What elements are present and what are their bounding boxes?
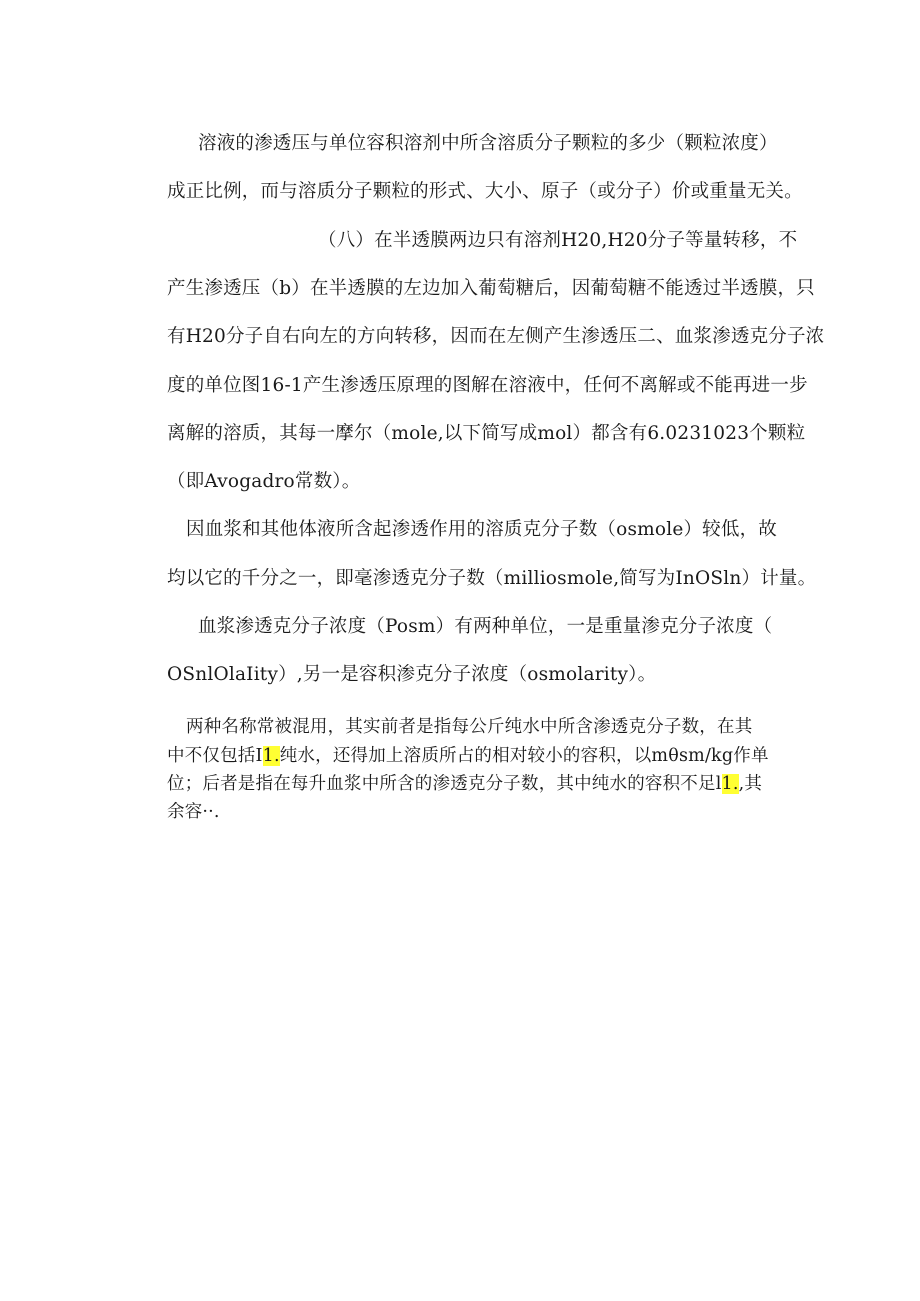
paragraph-5-line-3-text-b: ,其 xyxy=(738,774,763,794)
paragraph-1-line-1: 溶液的渗透压与单位容积溶剂中所含溶质分子颗粒的多少（颗粒浓度） xyxy=(198,133,778,154)
paragraph-5-line-1: 两种名称常被混用，其实前者是指每公斤纯水中所含渗透克分子数，在其 xyxy=(186,717,753,737)
paragraph-5-line-3 xyxy=(167,773,762,795)
paragraph-4-line-1: 血浆渗透克分子浓度（Posm）有两种单位，一是重量渗克分子浓度（ xyxy=(198,616,773,637)
paragraph-4-line-2: OSnlOlaIity）,另一是容积渗克分子浓度（osmolarity）。 xyxy=(167,664,657,685)
paragraph-2-line-6: （即Avogadro常数）。 xyxy=(167,471,361,492)
paragraph-5-line-2-text-b: 纯水，还得加上溶质所占的相对较小的容积，以mθsm/kg作单 xyxy=(279,746,769,766)
paragraph-3-line-2: 均以它的千分之一，即毫渗透克分子数（milliosmole,简写为InOSln）计量。 xyxy=(167,568,817,589)
paragraph-1-line-2: 成正比例，而与溶质分子颗粒的形式、大小、原子（或分子）价或重量无关。 xyxy=(167,181,803,202)
paragraph-2-line-1: （八）在半透膜两边只有溶剂H20,H20分子等量转移，不 xyxy=(318,230,798,251)
paragraph-2-line-3: 有H20分子自右向左的方向转移，因而在左侧产生渗透压二、血浆渗透克分子浓 xyxy=(167,326,825,347)
paragraph-5-line-4: 余容··. xyxy=(167,802,220,822)
paragraph-2-line-5: 离解的溶质，其每一摩尔（mole,以下简写成mol）都含有6.0231023个颗粒 xyxy=(167,423,806,444)
paragraph-2-line-2: 产生渗透压（b）在半透膜的左边加入葡萄糖后，因葡萄糖不能透过半透膜，只 xyxy=(167,278,815,299)
highlighted-text: 1. xyxy=(262,746,280,766)
paragraph-3-line-1: 因血浆和其他体液所含起渗透作用的溶质克分子数（osmole）较低，故 xyxy=(186,519,777,540)
paragraph-5-line-3-text-a: 位；后者是指在每升血浆中所含的渗透克分子数，其中纯水的容积不足l xyxy=(167,774,722,794)
paragraph-2-line-4: 度的单位图16-1产生渗透压原理的图解在溶液中，任何不离解或不能再进一步 xyxy=(167,375,808,396)
paragraph-5-line-2-text-a: 中不仅包括I xyxy=(167,746,263,766)
highlighted-text: 1. xyxy=(721,774,739,794)
paragraph-5-line-2 xyxy=(167,745,769,767)
